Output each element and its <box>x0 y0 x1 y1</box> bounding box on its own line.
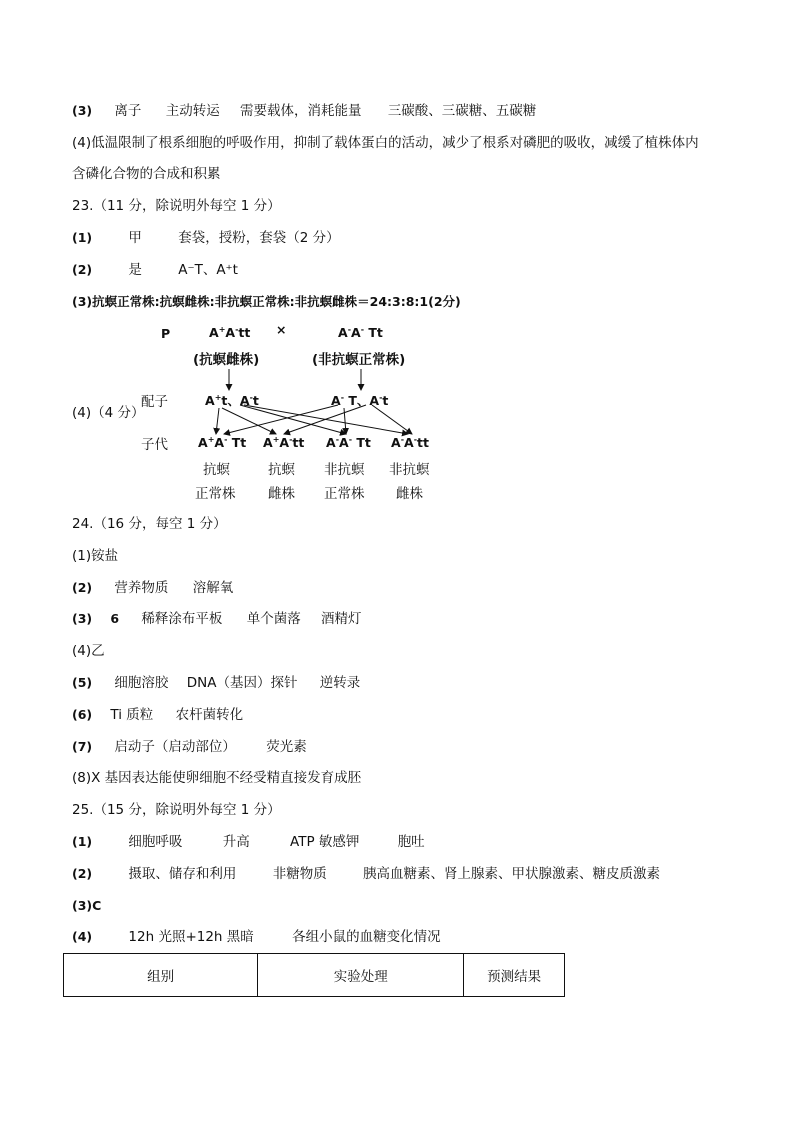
item-number: (7) <box>72 739 93 754</box>
item-number: (1) <box>72 834 93 849</box>
arrow-gamete-to-offspring <box>224 405 338 434</box>
answer: 酒精灯 <box>321 611 362 627</box>
answer: 需要载体，消耗能量 <box>240 103 362 119</box>
item-number: (6) <box>72 707 93 722</box>
q25-line-3: (3)C <box>72 898 102 913</box>
parent2-phenotype: (非抗螟正常株) <box>312 352 406 368</box>
item-number: (2) <box>72 262 93 277</box>
answer: 是 <box>128 262 142 278</box>
arrow-gamete-to-offspring <box>240 405 346 434</box>
offspring-3-sex: 正常株 <box>324 486 365 502</box>
p-label: P <box>161 326 171 341</box>
q24-header: 24.（16 分，每空 1 分） <box>72 516 227 532</box>
answer: 细胞呼吸 <box>128 834 183 850</box>
answer: 溶解氧 <box>192 580 234 596</box>
arrow-gamete-to-offspring <box>372 405 412 434</box>
offspring-4-phenotype: 非抗螟 <box>389 462 430 478</box>
answer: 单个菌落 <box>246 611 301 627</box>
offspring-1-genotype: A+A- Tt <box>198 434 247 450</box>
item-number: (4) <box>72 929 93 944</box>
answer: DNA（基因）探针 <box>186 675 298 691</box>
q24-line-4: (4)乙 <box>72 643 105 659</box>
answer: 各组小鼠的血糖变化情况 <box>292 929 441 945</box>
answer: 升高 <box>222 834 250 850</box>
offspring-1-sex: 正常株 <box>195 486 236 502</box>
item-number: (3) <box>72 103 93 118</box>
answer: A⁻T、A⁺t <box>178 262 238 278</box>
item-number: (2) <box>72 866 93 881</box>
offspring-4-genotype: A-A-tt <box>391 434 429 450</box>
q23-line-4: (4)（4 分） <box>72 405 145 421</box>
answer: 6 <box>110 611 120 626</box>
arrow-gamete-to-offspring <box>284 405 366 434</box>
answer: 农杆菌转化 <box>175 707 244 723</box>
q23-line-3: (3)抗螟正常株:抗螟雌株:非抗螟正常株:非抗螟雌株＝24:3:8:1(2分) <box>72 294 461 309</box>
item-number: (3) <box>72 611 93 626</box>
answer: Ti 质粒 <box>110 707 154 723</box>
q24-line-3 <box>72 610 362 628</box>
q25-line-2 <box>72 865 660 883</box>
q25-header: 25.（15 分，除说明外每空 1 分） <box>72 802 281 818</box>
q25-line-4 <box>72 928 441 946</box>
answer: 摄取、储存和利用 <box>128 866 237 882</box>
answer: 12h 光照+12h 黑暗 <box>128 929 254 945</box>
column-header-group: 组别 <box>64 954 258 997</box>
q22-line-4b: 含磷化合物的合成和积累 <box>72 166 221 182</box>
offspring-2-genotype: A+A-tt <box>263 434 305 450</box>
q24-line-6 <box>72 706 243 724</box>
answer: 非糖物质 <box>272 866 327 882</box>
q23-header: 23.（11 分，除说明外每空 1 分） <box>72 198 281 214</box>
item-number: (2) <box>72 580 93 595</box>
arrow-gamete-to-offspring <box>222 408 276 434</box>
column-header-result: 预测结果 <box>464 954 565 997</box>
offspring-2-sex: 雌株 <box>268 486 295 502</box>
table-header-row <box>64 954 565 997</box>
answer: 营养物质 <box>114 580 169 596</box>
q24-line-7 <box>72 738 307 756</box>
q25-line-1 <box>72 833 425 851</box>
item-number: (1) <box>72 230 93 245</box>
offspring-2-phenotype: 抗螟 <box>268 462 295 478</box>
prediction-table <box>63 953 565 997</box>
offspring-label: 子代 <box>141 437 168 453</box>
gametes-parent1: A+t、A-t <box>205 392 259 408</box>
parent2-genotype: A-A- Tt <box>338 324 383 340</box>
answer: 逆转录 <box>319 675 361 691</box>
arrow-gamete-to-offspring <box>216 408 219 434</box>
parent1-phenotype: (抗螟雌株) <box>193 352 260 368</box>
q24-line-1: (1)铵盐 <box>72 548 119 564</box>
column-header-treatment: 实验处理 <box>258 954 464 997</box>
q24-line-8: (8)X 基因表达能使卵细胞不经受精直接发育成胚 <box>72 770 362 786</box>
gametes-parent2: A- T、A-t <box>331 392 389 408</box>
answer: 甲 <box>128 230 142 246</box>
q24-line-2 <box>72 579 233 597</box>
answer: 细胞溶胶 <box>114 675 169 691</box>
offspring-4-sex: 雌株 <box>396 486 423 502</box>
answer: 荧光素 <box>266 739 307 755</box>
answer: 胞吐 <box>397 834 425 850</box>
answer: 启动子（启动部位） <box>114 739 236 755</box>
q24-line-5 <box>72 674 360 692</box>
offspring-1-phenotype: 抗螟 <box>203 462 230 478</box>
answer: 稀释涂布平板 <box>141 611 223 627</box>
item-number: (5) <box>72 675 93 690</box>
answer: 离子 <box>114 103 142 119</box>
answer: 三碳酸、三碳糖、五碳糖 <box>387 103 537 119</box>
offspring-3-genotype: A-A- Tt <box>326 434 371 450</box>
answer: 套袋，授粉，套袋（2 分） <box>178 230 340 246</box>
answer: 胰高血糖素、肾上腺素、甲状腺激素、糖皮质激素 <box>363 866 661 882</box>
q22-line-4a: (4)低温限制了根系细胞的呼吸作用，抑制了载体蛋白的活动，减少了根系对磷肥的吸收，减缓了植株体内 <box>72 135 699 151</box>
gamete-label: 配子 <box>141 394 168 410</box>
offspring-3-phenotype: 非抗螟 <box>324 462 365 478</box>
answer: ATP 敏感钾 <box>290 834 360 850</box>
answer: 主动转运 <box>165 103 220 119</box>
cross-arrows-diagram <box>0 0 794 560</box>
parent1-genotype: A+A-tt <box>209 324 251 340</box>
cross-sign: × <box>276 322 287 337</box>
